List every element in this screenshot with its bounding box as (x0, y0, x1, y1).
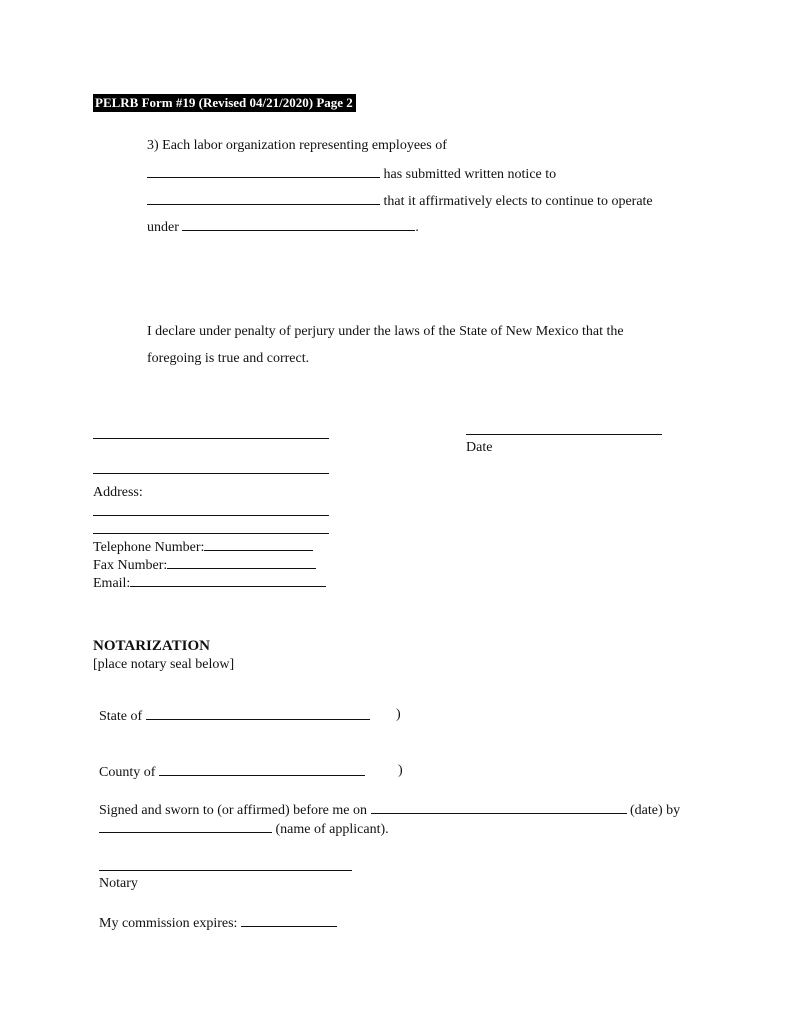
commission-label: My commission expires: (99, 916, 238, 931)
county-blank[interactable] (159, 763, 365, 776)
form-header: PELRB Form #19 (Revised 04/21/2020) Page 2 (93, 94, 356, 112)
address-line-1[interactable] (93, 515, 329, 516)
notary-signature-line[interactable] (99, 870, 352, 871)
signed-row (99, 801, 680, 819)
notice-recipient-blank[interactable] (147, 192, 380, 205)
email-label: Email: (93, 576, 131, 591)
email-row (93, 574, 326, 592)
applicant-row (99, 820, 389, 838)
fax-blank[interactable] (167, 556, 316, 569)
county-label: County of (99, 765, 156, 780)
printed-name-line[interactable] (93, 473, 329, 474)
item3-line4 (147, 218, 419, 236)
county-paren: ) (398, 763, 403, 778)
email-blank[interactable] (130, 574, 326, 587)
item3-line4-suffix: . (415, 220, 419, 235)
item3-line3-text: that it affirmatively elects to continue to operate (383, 194, 653, 209)
state-paren: ) (396, 707, 401, 722)
telephone-blank[interactable] (204, 538, 313, 551)
item3-line2 (147, 165, 556, 183)
county-row (99, 763, 365, 781)
signed-prefix: Signed and sworn to (or affirmed) before me on (99, 803, 367, 818)
fax-label: Fax Number: (93, 558, 168, 573)
state-blank[interactable] (146, 707, 370, 720)
employer-blank[interactable] (147, 165, 380, 178)
fax-row (93, 556, 316, 574)
notary-seal-note: [place notary seal below] (93, 657, 235, 672)
state-row (99, 707, 370, 725)
date-line[interactable] (466, 434, 662, 435)
signed-date-suffix: (date) by (630, 803, 681, 818)
commission-row (99, 914, 337, 932)
address-line-2[interactable] (93, 533, 329, 534)
telephone-row (93, 538, 313, 556)
state-label: State of (99, 709, 143, 724)
operate-under-blank[interactable] (182, 218, 415, 231)
notary-label: Notary (99, 876, 138, 891)
date-label: Date (466, 440, 493, 455)
declaration-line2: foregoing is true and correct. (147, 351, 310, 366)
item3-line3 (147, 192, 653, 210)
signature-line[interactable] (93, 438, 329, 439)
commission-blank[interactable] (241, 914, 337, 927)
applicant-suffix: (name of applicant). (275, 822, 389, 837)
address-label: Address: (93, 485, 143, 500)
applicant-name-blank[interactable] (99, 820, 272, 833)
telephone-label: Telephone Number: (93, 540, 205, 555)
declaration-line1: I declare under penalty of perjury under the laws of the State of New Mexico that the (147, 324, 624, 339)
item3-line1: 3) Each labor organization representing employees of (147, 138, 447, 153)
item3-line4-prefix: under (147, 220, 179, 235)
signed-date-blank[interactable] (371, 801, 627, 814)
notarization-title: NOTARIZATION (93, 638, 210, 654)
item3-line2-text: has submitted written notice to (383, 167, 557, 182)
